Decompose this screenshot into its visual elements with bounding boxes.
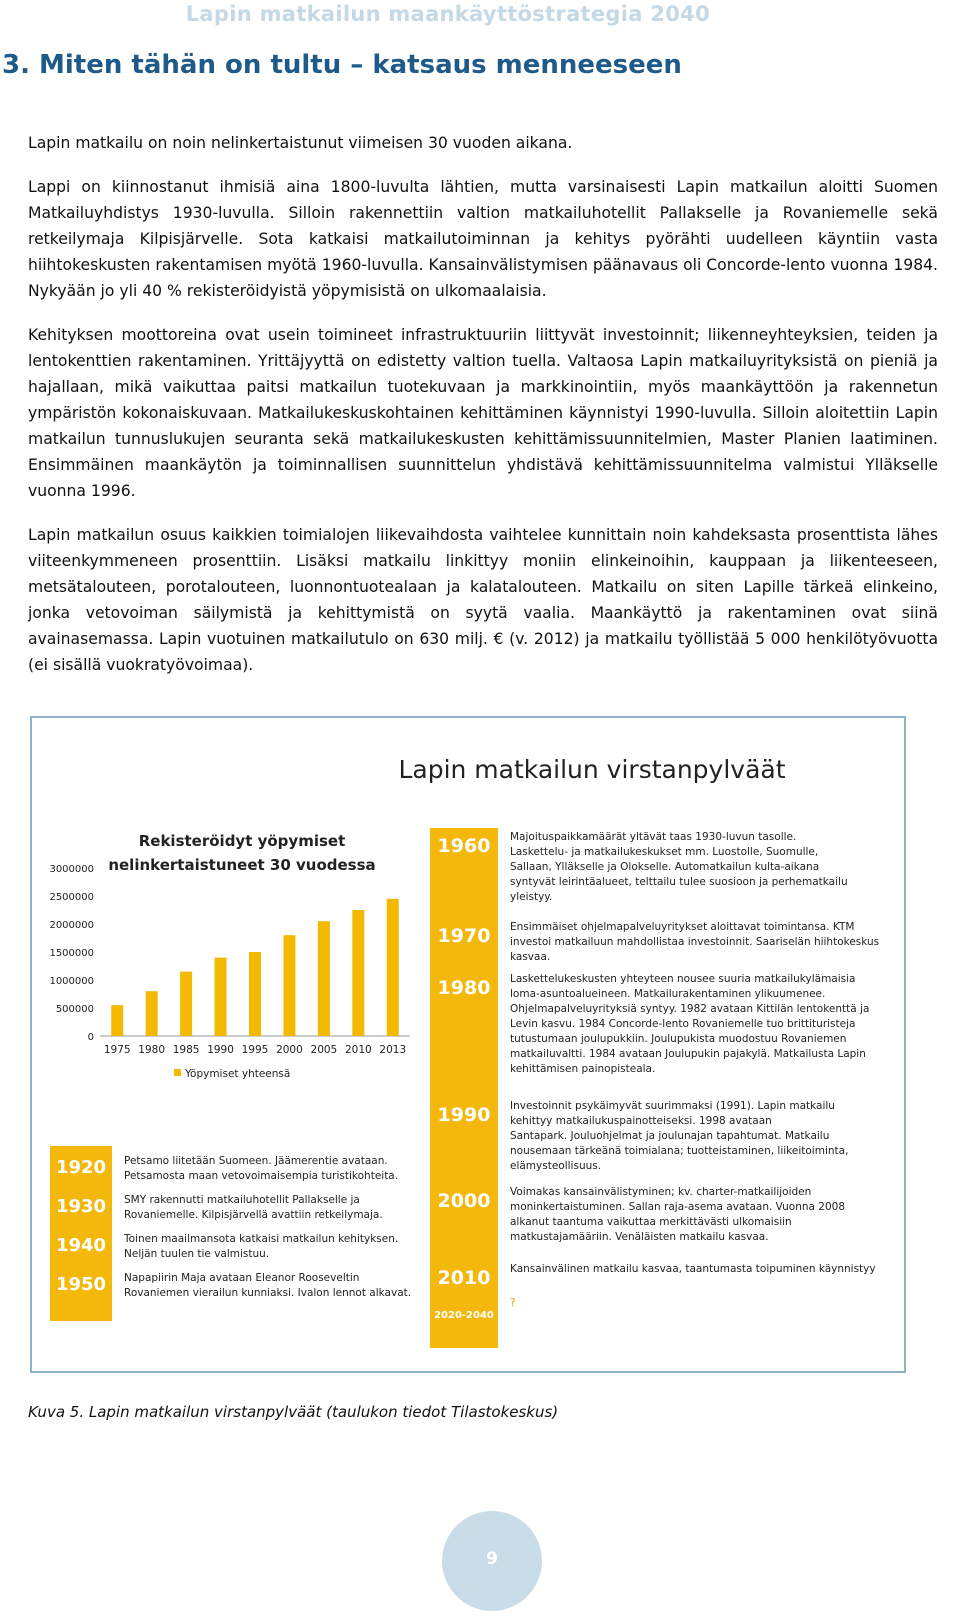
main-event-text: Majoituspaikkamäärät yltävät taas 1930-luvun tasolle. Laskettelu- ja matkailukeskukset mm. Luostolle, Suomulle, Sallaan, Ylläkselle ja Olokselle. Automatkailun kulta-aikana syntyvät leirintäalueet, telttailu tulee suosioon ja perhematkailu yleistyy.: [510, 831, 848, 903]
paragraph: Lapin matkailun osuus kaikkien toimialojen liikevaihdosta vaihtelee kunnittain noin kahdeksasta prosenttista lähes viiteenkymmeneen prosenttiin. Lisäksi matkailu linkittyy moniin elinkeinoihin, kauppaan ja liikenteeseen, metsätalouteen, porotalouteen, luonnontuotealaan ja kalatalouteen. Matkailu on siten Lapille tärkeä elinkeino, jonka vetovoiman säilymistä ja kehittymistä on syytä vaalia. Maankäyttö ja rakentaminen ovat siinä avainasemassa. Lapin vuotuinen matkailutulo on 630 milj. € (v. 2012) ja matkailu työllistää 5 000 henkilötyövuotta (ei sisällä vuokratyövoimaa).: [28, 526, 938, 674]
bar: [180, 972, 192, 1036]
main-event-text: Ensimmäiset ohjelmapalveluyritykset aloittavat toimintansa. KTM investoi matkailuun mahdollistaa investoinnit. Saariselän hiihtokeskus kasvaa.: [510, 921, 880, 963]
main-event-text: Kansainvälinen matkailu kasvaa, taantumasta toipuminen käynnistyy: [510, 1263, 876, 1275]
chart-title-line-1: Rekisteröidyt yöpymiset: [138, 832, 346, 850]
y-tick-label: 3000000: [49, 864, 94, 875]
main-year-label: 1980: [437, 977, 491, 999]
y-tick-label: 500000: [55, 1004, 94, 1015]
legend-label: Yöpymiset yhteensä: [185, 1068, 291, 1080]
section-title: 3. Miten tähän on tultu – katsaus menneeseen: [2, 50, 682, 80]
y-tick-label: 1500000: [49, 948, 94, 959]
paragraph: Lappi on kiinnostanut ihmisiä aina 1800-luvulta lähtien, mutta varsinaisesti Lapin matkailun aloitti Suomen Matkailuyhdistys 1930-luvulla. Silloin rakennettiin valtion matkailuhotellit Pallakselle ja Rovaniemelle sekä retkeilymaja Kilpisjärvelle. Sota katkaisi matkailutoiminnan ja kehitys pyörähti uudelleen käyntiin vasta hiihtokeskusten rakentamisen myötä 1960-luvulla. Kansainvälistymisen päänavaus oli Concorde-lento vuonna 1984. Nykyään jo yli 40 % rekisteröidyistä yöpymisistä on ulkomaalaisia.: [28, 178, 938, 300]
x-tick-label: 1995: [241, 1044, 269, 1056]
main-event-text: Laskettelukeskusten yhteyteen nousee suuria matkailukylämaisia loma-asuntoalueineen. Matkailurakentaminen ylikuumenee. Ohjelmapalveluyrityksiä syntyy. 1982 avataan Kittilän lentokenttä ja Levin kasvu. 1984 Concorde-lento Rovaniemelle tuo brittituristeja tutustumaan joulupukkiin. Joulupukista muodostuu Rovaniemen matkailuvaltti. 1984 avataan Joulupukin pajakylä. Matkailusta Lapin kehittämisen painopisteala.: [510, 973, 870, 1075]
paragraph: Lapin matkailu on noin nelinkertaistunut viimeisen 30 vuoden aikana.: [28, 134, 573, 152]
bar: [352, 910, 364, 1036]
bar: [318, 921, 330, 1036]
y-tick-label: 2000000: [49, 920, 94, 931]
bar: [249, 952, 261, 1036]
main-event-text: Voimakas kansainvälistyminen; kv. charter-matkailijoiden moninkertaistuminen. Sallan raja-asema avataan. Vuonna 2008 alkanut taantuma vaikuttaa merkittävästi ulkomaisiin matkustajamääriin. Venäläisten matkailu kasvaa.: [510, 1186, 846, 1243]
x-tick-label: 2000: [276, 1044, 303, 1056]
running-header: Lapin matkailun maankäyttöstrategia 2040: [185, 2, 710, 26]
main-year-label: 1990: [437, 1104, 491, 1126]
early-event-text: Petsamo liitetään Suomeen. Jäämerentie avataan. Petsamosta maan vetovoimaisempia turistikohteita.: [124, 1155, 399, 1182]
main-year-label: 2020-2040: [434, 1310, 494, 1321]
bar: [215, 958, 227, 1036]
x-tick-label: 2005: [310, 1044, 338, 1056]
page-number: 9: [486, 1549, 498, 1569]
figure-caption: Kuva 5. Lapin matkailun virstanpylväät (taulukon tiedot Tilastokeskus): [28, 1403, 559, 1421]
y-tick-label: 1000000: [49, 976, 94, 987]
bar: [111, 1005, 123, 1036]
x-tick-label: 2013: [379, 1044, 407, 1056]
milestones-svg: [32, 718, 904, 1371]
chart-area: [49, 864, 410, 1080]
early-event-text: Toinen maailmansota katkaisi matkailun kehityksen. Neljän tuulen tie valmistuu.: [124, 1233, 399, 1260]
y-tick-label: 0: [87, 1032, 94, 1043]
main-year-label: 1970: [437, 925, 491, 947]
y-tick-label: 2500000: [49, 892, 94, 903]
early-year-label: 1930: [55, 1196, 107, 1217]
x-tick-label: 1980: [138, 1044, 166, 1056]
bar: [387, 899, 399, 1036]
x-tick-label: 1975: [103, 1044, 131, 1056]
early-event-text: SMY rakennutti matkailuhotellit Pallakselle ja Rovaniemelle. Kilpisjärvellä avattiin retkeilymaja.: [124, 1194, 383, 1221]
main-event-text: Investoinnit psykäimyvät suurimmaksi (1991). Lapin matkailu kehittyy matkailukuspainotteiseksi. 1998 avataan Santapark. Jouluohjelmat ja joulunajan tapahtumat. Matkailu nousemaan tärkeänä toimialana; tuotteistaminen, liikeitoiminta, elämysteollisuus.: [510, 1100, 849, 1172]
x-tick-label: 2010: [344, 1044, 372, 1056]
main-timeline: [434, 831, 879, 1321]
body-text: [28, 130, 938, 696]
main-year-label: 1960: [437, 835, 491, 857]
main-year-label: 2000: [437, 1190, 491, 1212]
main-event-text: ?: [510, 1297, 516, 1309]
page-number-badge: [442, 1511, 542, 1611]
early-year-label: 1920: [55, 1157, 107, 1178]
early-event-text: Napapiirin Maja avataan Eleanor Rooseveltin Rovaniemen vierailun kunniaksi. Ivalon lennot alkavat.: [124, 1272, 412, 1299]
paragraph: Kehityksen moottoreina ovat usein toimineet infrastruktuuriin liittyvät investoinnit; liikenneyhteyksien, teiden ja lentokenttien rakentaminen. Yrittäjyyttä on edistetty valtion tuella. Valtaosa Lapin matkailuyrityksistä on pieniä ja hajallaan, mikä vaikuttaa paitsi matkailun tuotekuvaan ja markkinointiin, myös maankäyttöön ja rakennetun ympäristön kokonaiskuvaan. Matkailukeskuskohtainen kehittäminen käynnistyi 1990-luvulla. Silloin aloitettiin Lapin matkailun tunnuslukujen seuranta sekä matkailukeskusten kehittämissuunnitelmien, Master Planien laatiminen. Ensimmäinen maankäytön ja toiminnallisen suunnittelun yhdistävä kehittämissuunnitelma valmistui Ylläkselle vuonna 1996.: [28, 326, 938, 500]
figure-title: Lapin matkailun virstanpylväät: [398, 755, 786, 784]
chart-title-line-2: nelinkertaistuneet 30 vuodessa: [108, 856, 376, 874]
x-tick-label: 1985: [172, 1044, 200, 1056]
bar: [283, 935, 295, 1036]
early-year-label: 1950: [55, 1274, 107, 1295]
main-year-label: 2010: [437, 1267, 491, 1289]
early-year-label: 1940: [55, 1235, 107, 1256]
legend-swatch: [174, 1069, 181, 1076]
x-tick-label: 1990: [207, 1044, 234, 1056]
milestones-figure: [30, 716, 906, 1373]
bar: [146, 991, 158, 1036]
